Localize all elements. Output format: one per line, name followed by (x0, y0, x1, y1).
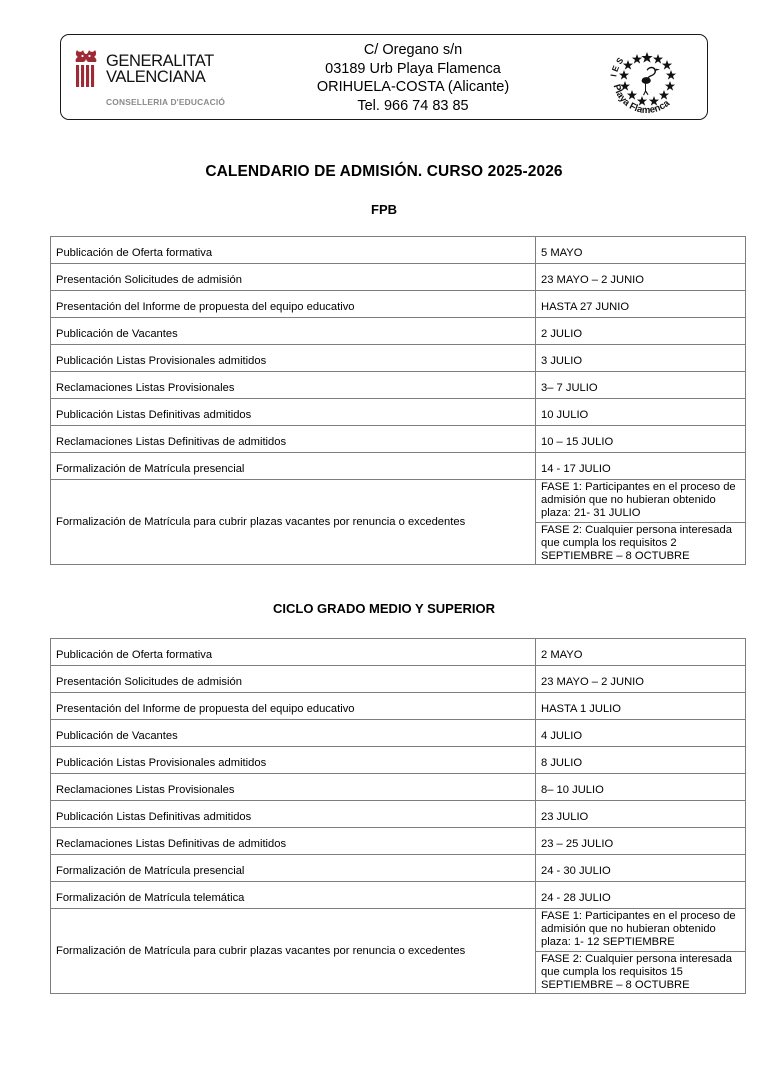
table-row (51, 237, 746, 264)
row-date: 23 JULIO (536, 801, 746, 828)
document-header-box (60, 34, 708, 120)
svg-text:I E S: I E S (608, 55, 626, 78)
table-row (51, 774, 746, 801)
phase-table (536, 909, 745, 993)
section-title-ciclo: CICLO GRADO MEDIO Y SUPERIOR (273, 601, 495, 616)
phase-2-text: FASE 2: Cualquier persona interesada que cumpla los requisitos 15 SEPTIEMBRE – 8 OCTUBRE (541, 952, 732, 992)
row-date-phases (536, 480, 746, 565)
table-row (51, 318, 746, 345)
row-date: 2 JULIO (536, 318, 746, 345)
row-date: 2 MAYO (536, 639, 746, 666)
row-concept: Formalización de Matrícula para cubrir plazas vacantes por renuncia o excedentes (51, 480, 536, 565)
generalitat-logo (61, 35, 239, 119)
row-date: 3– 7 JULIO (536, 372, 746, 399)
generalitat-logo-main (73, 47, 239, 91)
phase-row-1 (536, 909, 745, 951)
row-concept: Reclamaciones Listas Provisionales (51, 774, 536, 801)
row-concept: Presentación del Informe de propuesta del equipo educativo (51, 291, 536, 318)
row-concept: Formalización de Matrícula presencial (51, 855, 536, 882)
row-concept: Reclamaciones Listas Provisionales (51, 372, 536, 399)
table-row (51, 747, 746, 774)
address-city: ORIHUELA-COSTA (Alicante) (316, 79, 510, 95)
table-row (51, 453, 746, 480)
row-date: 24 - 30 JULIO (536, 855, 746, 882)
row-date: 23 MAYO – 2 JUNIO (536, 666, 746, 693)
table-row (51, 426, 746, 453)
row-date: 10 – 15 JULIO (536, 426, 746, 453)
generalitat-wordmark (106, 53, 214, 85)
row-date: 8 JULIO (536, 747, 746, 774)
phase-row-2 (536, 522, 745, 564)
address-phone: Tel. 966 74 83 85 (357, 97, 469, 114)
row-concept: Presentación Solicitudes de admisión (51, 264, 536, 291)
phase-table (536, 480, 745, 564)
phase-1-text: FASE 1: Participantes en el proceso de admisión que no hubieran obtenido plaza: 21- 31 JULIO (536, 480, 745, 522)
row-date: 10 JULIO (536, 399, 746, 426)
table-row (51, 720, 746, 747)
row-date: 4 JULIO (536, 720, 746, 747)
table-row (51, 882, 746, 909)
table-row (51, 855, 746, 882)
table-row (51, 693, 746, 720)
ies-playa-flamenca-logo (587, 35, 707, 119)
generalitat-bat-emblem-icon (73, 47, 99, 91)
address-postal: 03189 Urb Playa Flamenca (325, 60, 501, 77)
generalitat-line-2: VALENCIANA (106, 68, 206, 86)
page-title: CALENDARIO DE ADMISIÓN. CURSO 2025-2026 (205, 163, 563, 180)
row-concept: Publicación Listas Provisionales admitidos (51, 747, 536, 774)
address-street: C/ Oregano s/n (363, 42, 463, 58)
section-title-fpb: FPB (371, 202, 397, 217)
school-address (239, 35, 587, 119)
row-date: 5 MAYO (536, 237, 746, 264)
row-concept: Publicación de Oferta formativa (51, 237, 536, 264)
row-date: 23 – 25 JULIO (536, 828, 746, 855)
row-concept: Presentación Solicitudes de admisión (51, 666, 536, 693)
table-row-vacancies (51, 480, 746, 565)
table-row-vacancies (51, 909, 746, 994)
conselleria-subtitle: CONSELLERIA D'EDUCACIÓ (106, 97, 226, 107)
phase-2-text: FASE 2: Cualquier persona interesada que cumpla los requisitos 2 SEPTIEMBRE – 8 OCTUBRE (541, 523, 732, 563)
row-concept: Presentación del Informe de propuesta del equipo educativo (51, 693, 536, 720)
table-row (51, 345, 746, 372)
row-concept: Publicación de Vacantes (51, 720, 536, 747)
phase-1-text: FASE 1: Participantes en el proceso de admisión que no hubieran obtenido plaza: 1- 12 SEPTIEMBRE (536, 909, 745, 951)
row-concept: Reclamaciones Listas Definitivas de admitidos (51, 426, 536, 453)
calendar-table-fpb (50, 236, 746, 565)
row-date-phases (536, 909, 746, 994)
row-date: 14 - 17 JULIO (536, 453, 746, 480)
row-concept: Formalización de Matrícula presencial (51, 453, 536, 480)
row-concept: Publicación de Vacantes (51, 318, 536, 345)
table-body-fpb (51, 237, 746, 565)
phase-row-2 (536, 951, 745, 993)
generalitat-line-1: GENERALITAT (106, 52, 214, 70)
row-date: 24 - 28 JULIO (536, 882, 746, 909)
svg-text:Playa Flamenca: Playa Flamenca (610, 83, 672, 115)
table-row (51, 828, 746, 855)
table-row (51, 264, 746, 291)
table-row (51, 291, 746, 318)
row-concept: Publicación Listas Definitivas admitidos (51, 399, 536, 426)
table-body-ciclo (51, 639, 746, 994)
row-concept: Publicación de Oferta formativa (51, 639, 536, 666)
flamingo-seal-icon (604, 39, 690, 115)
row-date: 3 JULIO (536, 345, 746, 372)
row-date: 23 MAYO – 2 JUNIO (536, 264, 746, 291)
row-concept: Reclamaciones Listas Definitivas de admitidos (51, 828, 536, 855)
phase-row-1 (536, 480, 745, 522)
row-concept: Formalización de Matrícula telemática (51, 882, 536, 909)
table-row (51, 666, 746, 693)
row-concept: Publicación Listas Provisionales admitidos (51, 345, 536, 372)
row-concept: Formalización de Matrícula para cubrir plazas vacantes por renuncia o excedentes (51, 909, 536, 994)
table-row (51, 639, 746, 666)
table-row (51, 372, 746, 399)
calendar-table-ciclo (50, 638, 746, 994)
row-date: 8– 10 JULIO (536, 774, 746, 801)
row-concept: Publicación Listas Definitivas admitidos (51, 801, 536, 828)
row-date: HASTA 27 JUNIO (536, 291, 746, 318)
table-row (51, 801, 746, 828)
row-date: HASTA 1 JULIO (536, 693, 746, 720)
table-row (51, 399, 746, 426)
